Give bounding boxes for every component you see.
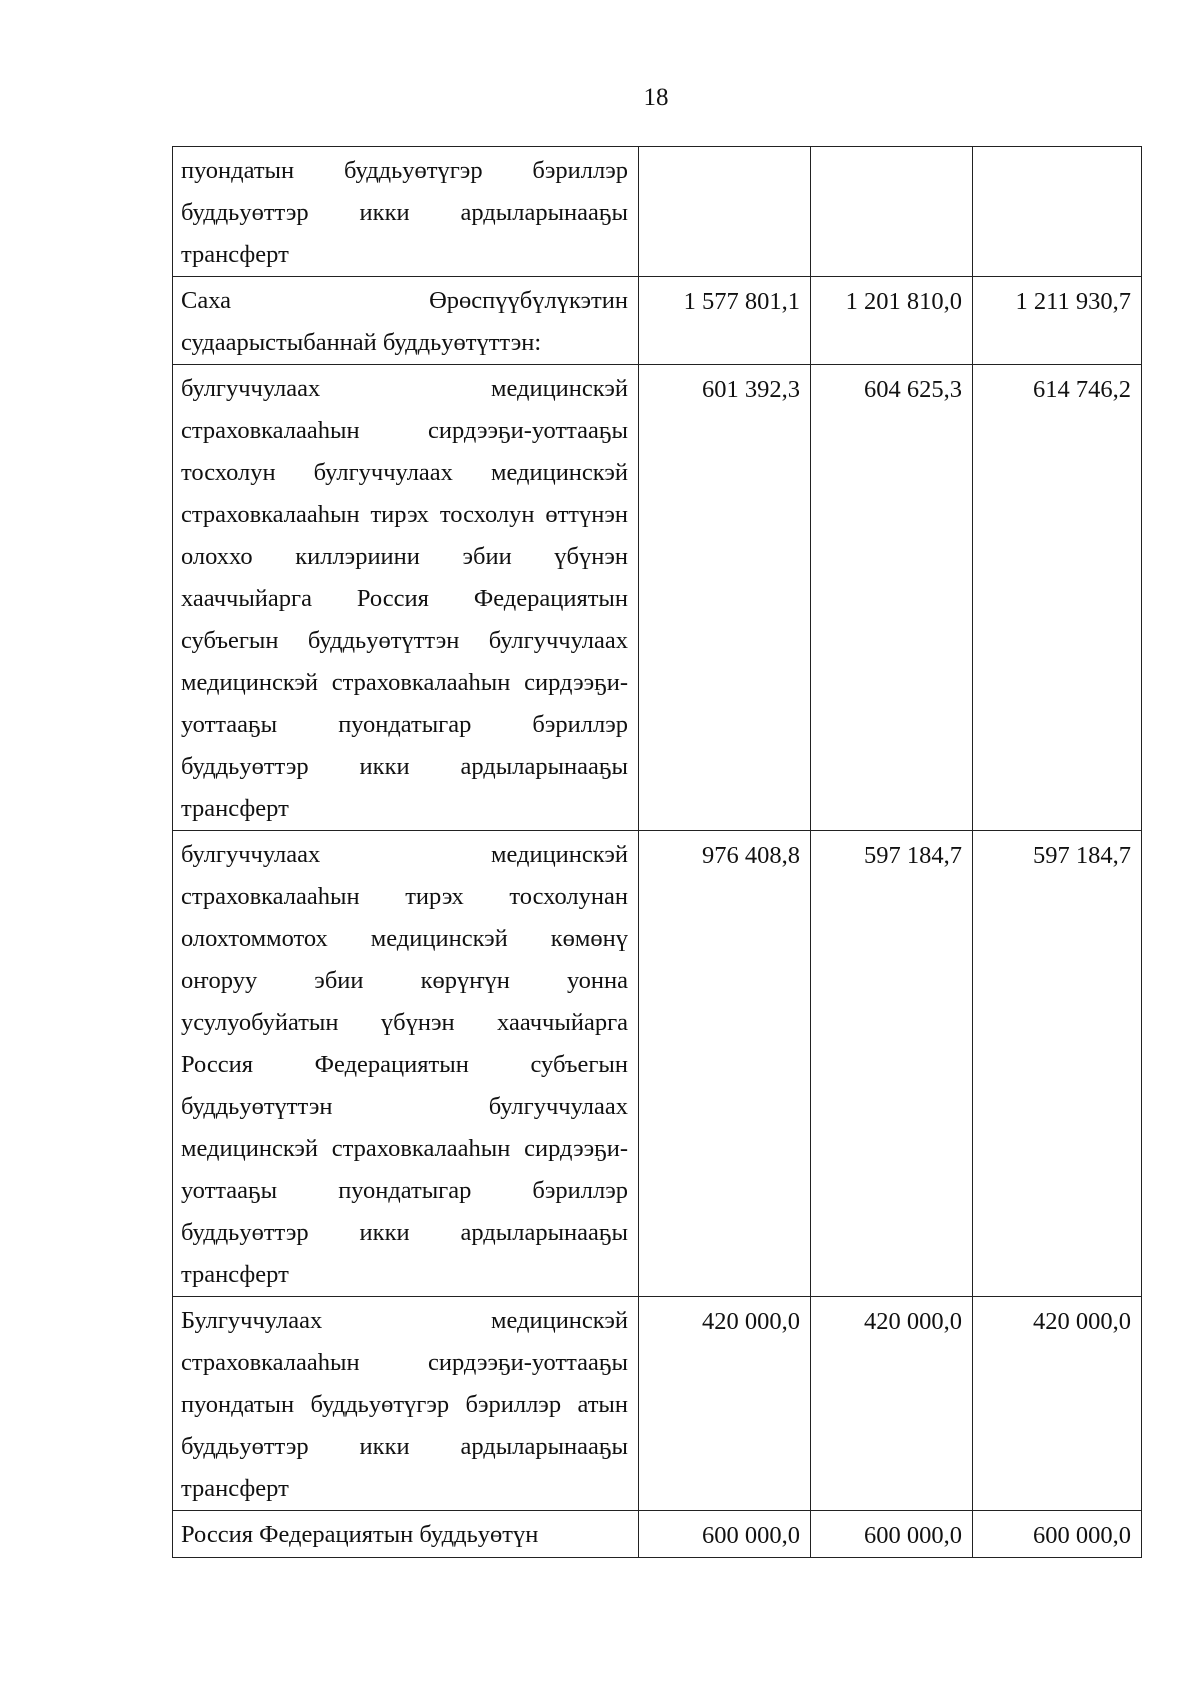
description-line: хааччыйарга Россия Федерациятын: [181, 585, 628, 612]
amount-cell-3: 1 211 930,7: [973, 277, 1142, 365]
page-number: 18: [643, 84, 669, 111]
description-line: трансферт: [181, 1261, 289, 1288]
amount-cell-2: 604 625,3: [811, 365, 973, 831]
description-line: пуондатын буддьуөтүгэр бэриллэр: [181, 157, 628, 184]
description-line: страховкалааһын сирдээҕи-уоттааҕы: [181, 1349, 628, 1376]
description-line: страховкалааһын тирэх тосхолунан: [181, 883, 628, 910]
amount-cell-2: 420 000,0: [811, 1297, 973, 1511]
row-description: [173, 365, 639, 831]
description-line: медицинскэй страховкалааһын сирдээҕи-: [181, 669, 628, 696]
description-line: олохтоммотох медицинскэй көмөнү: [181, 925, 628, 952]
amount-cell-3: 420 000,0: [973, 1297, 1142, 1511]
description-line: медицинскэй страховкалааһын сирдээҕи-: [181, 1135, 628, 1162]
table-row: [173, 1511, 1142, 1558]
amount-cell-1: [639, 147, 811, 277]
amount-cell-2: 600 000,0: [811, 1511, 973, 1558]
table-row: [173, 365, 1142, 831]
amount-cell-1: 420 000,0: [639, 1297, 811, 1511]
description-line: судаарыстыбаннай буддьуөтүттэн:: [181, 329, 542, 356]
description-line: буддьуөтүттэн булгуччулаах: [181, 1093, 628, 1120]
description-line: буддьуөттэр икки ардыларынааҕы: [181, 1433, 628, 1460]
amount-cell-2: 597 184,7: [811, 831, 973, 1297]
amount-cell-2: [811, 147, 973, 277]
description-line: усулуобуйатын үбүнэн хааччыйарга: [181, 1009, 628, 1036]
amount-cell-3: [973, 147, 1142, 277]
amount-cell-1: 600 000,0: [639, 1511, 811, 1558]
table-row: [173, 831, 1142, 1297]
description-line: трансферт: [181, 795, 289, 822]
description-line: страховкалааһын сирдээҕи-уоттааҕы: [181, 417, 628, 444]
row-description: [173, 1297, 639, 1511]
description-line: булгуччулаах медицинскэй: [181, 841, 628, 868]
description-line: уоттааҕы пуондатыгар бэриллэр: [181, 711, 628, 738]
description-line: Булгуччулаах медицинскэй: [181, 1307, 628, 1334]
table-row: [173, 147, 1142, 277]
description-line: буддьуөттэр икки ардыларынааҕы: [181, 1219, 628, 1246]
description-line: субъегын буддьуөтүттэн булгуччулаах: [181, 627, 628, 654]
amount-cell-2: 1 201 810,0: [811, 277, 973, 365]
table-row: [173, 277, 1142, 365]
description-line: трансферт: [181, 241, 289, 268]
amount-cell-3: 597 184,7: [973, 831, 1142, 1297]
row-description: [173, 277, 639, 365]
row-description: [173, 831, 639, 1297]
table-row: [173, 1297, 1142, 1511]
description-line: буддьуөттэр икки ардыларынааҕы: [181, 753, 628, 780]
description-line: трансферт: [181, 1475, 289, 1502]
budget-transfer-table: [172, 146, 1142, 1558]
description-line: булгуччулаах медицинскэй: [181, 375, 628, 402]
description-line: Саха Өрөспүүбүлүкэтин: [181, 287, 628, 314]
amount-cell-3: 614 746,2: [973, 365, 1142, 831]
description-line: буддьуөттэр икки ардыларынааҕы: [181, 199, 628, 226]
amount-cell-3: 600 000,0: [973, 1511, 1142, 1558]
description-line: уоттааҕы пуондатыгар бэриллэр: [181, 1177, 628, 1204]
amount-cell-1: 976 408,8: [639, 831, 811, 1297]
amount-cell-1: 1 577 801,1: [639, 277, 811, 365]
row-description: [173, 1511, 639, 1558]
description-line: тосхолун булгуччулаах медицинскэй: [181, 459, 628, 486]
description-line: пуондатын буддьуөтүгэр бэриллэр атын: [181, 1391, 628, 1418]
description-line: Россия Федерациятын буддьуөтүн: [181, 1521, 539, 1548]
amount-cell-1: 601 392,3: [639, 365, 811, 831]
row-description: [173, 147, 639, 277]
description-line: страховкалааһын тирэх тосхолун өттүнэн: [181, 501, 628, 528]
description-line: оҥоруу эбии көрүҥүн уонна: [181, 967, 628, 994]
description-line: Россия Федерациятын субъегын: [181, 1051, 628, 1078]
description-line: олоххо киллэриини эбии үбүнэн: [181, 543, 628, 570]
